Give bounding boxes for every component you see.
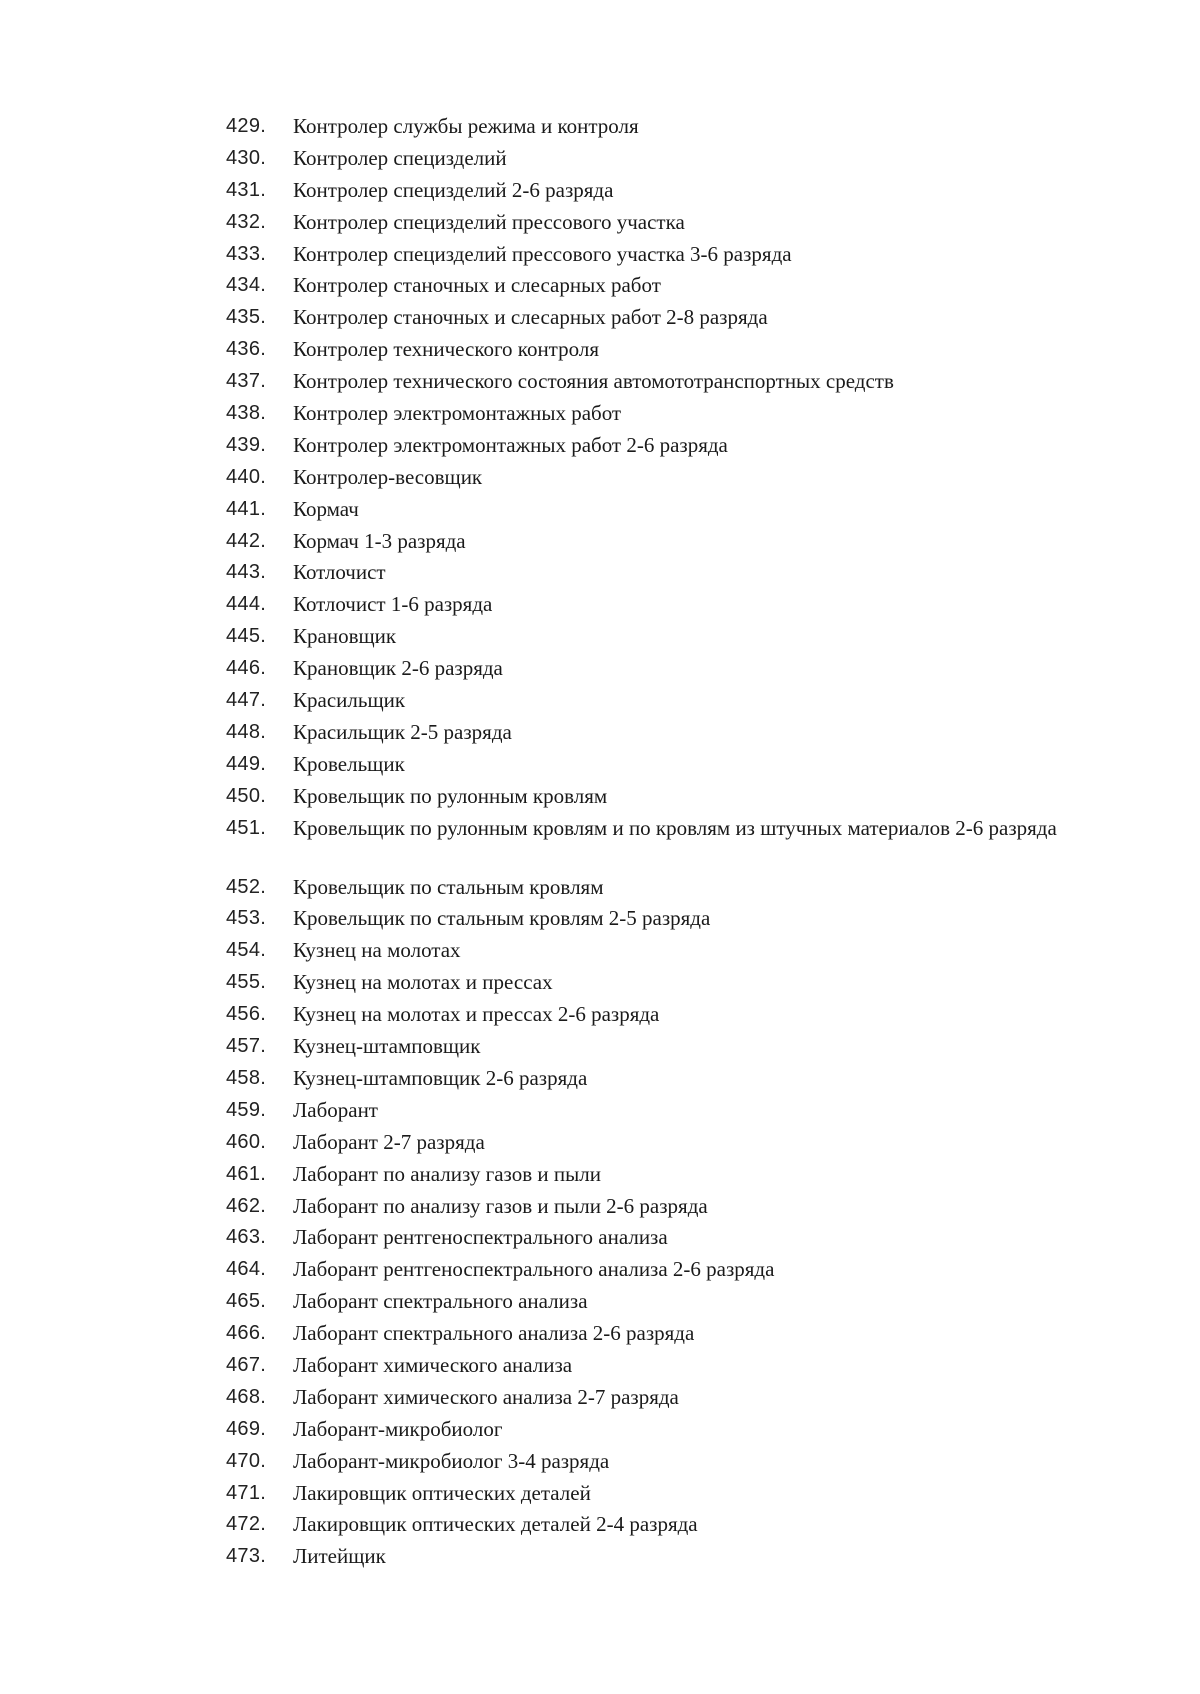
list-item bbox=[226, 814, 1106, 873]
item-text: Контролер технического состояния автомототранспортных средств bbox=[293, 369, 894, 394]
item-text: Лаборант bbox=[293, 1097, 378, 1122]
item-text: Контролер специзделий прессового участка bbox=[293, 209, 685, 234]
item-number: 467. bbox=[226, 1353, 267, 1376]
item-text: Контролер специзделий bbox=[293, 145, 507, 170]
item-number: 438. bbox=[226, 402, 267, 425]
item-number: 462. bbox=[226, 1194, 267, 1217]
list-item bbox=[226, 904, 1106, 936]
item-text: Литейщик bbox=[293, 1544, 386, 1569]
item-text: Кузнец на молотах и прессах 2-6 разряда bbox=[293, 1002, 660, 1027]
item-number: 443. bbox=[226, 561, 267, 584]
item-text: Кровельщик по стальным кровлям 2-5 разряда bbox=[293, 906, 711, 931]
list-item bbox=[226, 527, 1106, 559]
item-number: 450. bbox=[226, 784, 267, 807]
list-item bbox=[226, 873, 1106, 905]
list-item bbox=[226, 1542, 1106, 1574]
item-number: 449. bbox=[226, 752, 267, 775]
list-item bbox=[226, 399, 1106, 431]
item-text: Лаборант по анализу газов и пыли bbox=[293, 1161, 601, 1186]
item-text: Контролер-весовщик bbox=[293, 464, 483, 489]
item-text: Лаборант химического анализа 2-7 разряда bbox=[293, 1384, 679, 1409]
list-item bbox=[226, 208, 1106, 240]
list-item bbox=[226, 1000, 1106, 1032]
item-number: 446. bbox=[226, 657, 267, 680]
item-text: Красильщик bbox=[293, 688, 406, 713]
list-item bbox=[226, 1351, 1106, 1383]
item-text: Кузнец на молотах и прессах bbox=[293, 970, 553, 995]
list-item bbox=[226, 176, 1106, 208]
list-item bbox=[226, 936, 1106, 968]
item-number: 458. bbox=[226, 1066, 267, 1089]
list-item bbox=[226, 1032, 1106, 1064]
item-number: 452. bbox=[226, 875, 267, 898]
list-item bbox=[226, 144, 1106, 176]
list-item bbox=[226, 495, 1106, 527]
item-number: 464. bbox=[226, 1258, 267, 1281]
list-item bbox=[226, 1479, 1106, 1511]
item-text: Контролер технического контроля bbox=[293, 337, 599, 362]
item-number: 463. bbox=[226, 1226, 267, 1249]
item-text: Кузнец-штамповщик bbox=[293, 1034, 481, 1059]
list-item bbox=[226, 303, 1106, 335]
item-number: 469. bbox=[226, 1417, 267, 1440]
item-text: Кровельщик bbox=[293, 751, 405, 776]
item-text: Крановщик 2-6 разряда bbox=[293, 656, 503, 681]
profession-list bbox=[226, 112, 1106, 1574]
item-number: 456. bbox=[226, 1003, 267, 1026]
list-item bbox=[226, 1160, 1106, 1192]
list-item bbox=[226, 1415, 1106, 1447]
item-text: Кровельщик по рулонным кровлям bbox=[293, 783, 608, 808]
item-number: 471. bbox=[226, 1481, 267, 1504]
list-item bbox=[226, 718, 1106, 750]
item-number: 460. bbox=[226, 1130, 267, 1153]
list-item bbox=[226, 1096, 1106, 1128]
item-number: 432. bbox=[226, 210, 267, 233]
item-number: 439. bbox=[226, 433, 267, 456]
item-text: Лаборант спектрального анализа bbox=[293, 1289, 588, 1314]
item-number: 430. bbox=[226, 146, 267, 169]
list-item bbox=[226, 1447, 1106, 1479]
list-item bbox=[226, 1319, 1106, 1351]
item-text: Контролер службы режима и контроля bbox=[293, 114, 639, 138]
list-item bbox=[226, 431, 1106, 463]
item-text: Кузнец на молотах bbox=[293, 938, 461, 963]
list-item bbox=[226, 1223, 1106, 1255]
item-text: Лаборант по анализу газов и пыли 2-6 разряда bbox=[293, 1193, 708, 1218]
item-number: 470. bbox=[226, 1449, 267, 1472]
item-number: 472. bbox=[226, 1513, 267, 1536]
item-text: Контролер станочных и слесарных работ 2-8 разряда bbox=[293, 305, 768, 330]
list-item bbox=[226, 558, 1106, 590]
item-number: 447. bbox=[226, 689, 267, 712]
item-text: Контролер электромонтажных работ 2-6 разряда bbox=[293, 432, 728, 457]
item-text: Кузнец-штамповщик 2-6 разряда bbox=[293, 1065, 588, 1090]
list-item bbox=[226, 1064, 1106, 1096]
item-number: 473. bbox=[226, 1545, 267, 1568]
list-item bbox=[226, 686, 1106, 718]
item-text: Лаборант-микробиолог bbox=[293, 1416, 503, 1441]
item-text: Лаборант-микробиолог 3-4 разряда bbox=[293, 1448, 610, 1473]
item-text: Кормач bbox=[293, 496, 359, 521]
item-number: 448. bbox=[226, 720, 267, 743]
item-text: Котлочист 1-6 разряда bbox=[293, 592, 493, 617]
item-text: Котлочист bbox=[293, 560, 386, 585]
item-text: Лакировщик оптических деталей bbox=[293, 1480, 591, 1505]
item-number: 465. bbox=[226, 1290, 267, 1313]
item-number: 455. bbox=[226, 971, 267, 994]
item-number: 434. bbox=[226, 274, 267, 297]
item-number: 445. bbox=[226, 625, 267, 648]
item-number: 437. bbox=[226, 370, 267, 393]
item-text: Лаборант химического анализа bbox=[293, 1352, 573, 1377]
list-item bbox=[226, 590, 1106, 622]
item-number: 436. bbox=[226, 338, 267, 361]
item-number: 457. bbox=[226, 1035, 267, 1058]
list-item bbox=[226, 622, 1106, 654]
list-item bbox=[226, 1510, 1106, 1542]
list-item bbox=[226, 968, 1106, 1000]
item-number: 453. bbox=[226, 907, 267, 930]
item-number: 431. bbox=[226, 178, 267, 201]
list-item bbox=[226, 1287, 1106, 1319]
item-text: Контролер специзделий прессового участка 3-6 разряда bbox=[293, 241, 792, 266]
item-text: Лаборант спектрального анализа 2-6 разряда bbox=[293, 1321, 695, 1346]
list-item bbox=[226, 1255, 1106, 1287]
list-item bbox=[226, 1128, 1106, 1160]
list-item bbox=[226, 782, 1106, 814]
item-number: 451. bbox=[226, 816, 267, 839]
item-number: 441. bbox=[226, 497, 267, 520]
item-text: Кровельщик по рулонным кровлям и по кровлям из штучных материалов 2-6 разряда bbox=[293, 815, 1057, 840]
item-text: Лаборант рентгеноспектрального анализа bbox=[293, 1225, 668, 1250]
item-number: 429. bbox=[226, 115, 267, 137]
item-number: 466. bbox=[226, 1322, 267, 1345]
item-text: Контролер электромонтажных работ bbox=[293, 401, 622, 426]
item-number: 433. bbox=[226, 242, 267, 265]
item-text: Лакировщик оптических деталей 2-4 разряда bbox=[293, 1512, 698, 1537]
item-text: Контролер специзделий 2-6 разряда bbox=[293, 177, 614, 202]
list-item bbox=[226, 335, 1106, 367]
item-text: Кровельщик по стальным кровлям bbox=[293, 874, 604, 899]
list-item bbox=[226, 750, 1106, 782]
item-number: 468. bbox=[226, 1385, 267, 1408]
list-item bbox=[226, 240, 1106, 272]
item-text: Красильщик 2-5 разряда bbox=[293, 719, 512, 744]
list-item bbox=[226, 654, 1106, 686]
item-number: 442. bbox=[226, 529, 267, 552]
item-text: Лаборант 2-7 разряда bbox=[293, 1129, 485, 1154]
item-text: Контролер станочных и слесарных работ bbox=[293, 273, 661, 298]
list-item bbox=[226, 271, 1106, 303]
list-item bbox=[226, 112, 1106, 144]
item-number: 461. bbox=[226, 1162, 267, 1185]
list-item bbox=[226, 463, 1106, 495]
item-number: 459. bbox=[226, 1098, 267, 1121]
item-number: 440. bbox=[226, 465, 267, 488]
list-item bbox=[226, 367, 1106, 399]
list-item bbox=[226, 1383, 1106, 1415]
item-text: Кормач 1-3 разряда bbox=[293, 528, 466, 553]
item-number: 454. bbox=[226, 939, 267, 962]
item-number: 444. bbox=[226, 593, 267, 616]
item-text: Лаборант рентгеноспектрального анализа 2-6 разряда bbox=[293, 1257, 775, 1282]
list-item bbox=[226, 1192, 1106, 1224]
item-text: Крановщик bbox=[293, 624, 397, 649]
item-number: 435. bbox=[226, 306, 267, 329]
